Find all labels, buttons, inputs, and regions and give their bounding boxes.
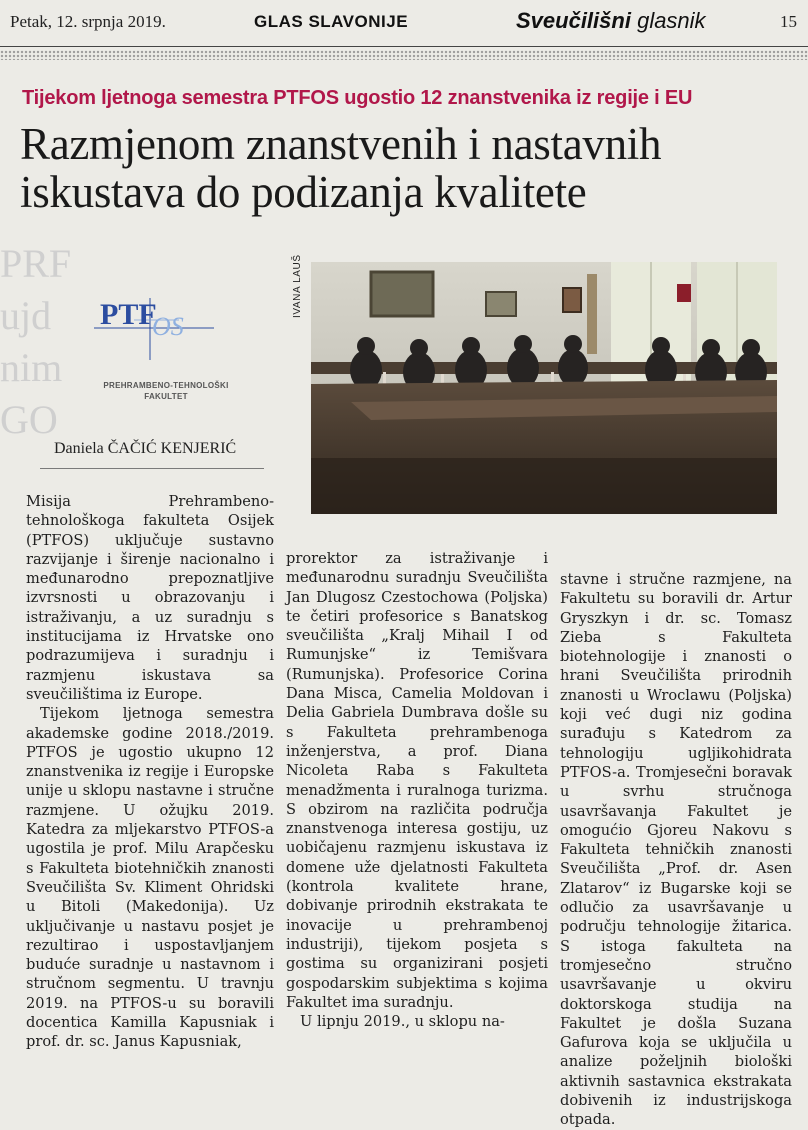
paragraph: U lipnju 2019., u sklopu na- (300, 1013, 505, 1031)
article-column-1 (26, 492, 274, 1052)
article-headline: Razmjenom znanstvenih i nastavnih iskustava do podizanja kvalitete (20, 119, 662, 217)
article-column-3 (560, 570, 792, 1130)
logo-subtitle-line1: PREHRAMBENO-TEHNOLOŠKI (103, 381, 229, 390)
article-photo (311, 262, 777, 514)
masthead (0, 0, 808, 47)
article-kicker: Tijekom ljetnoga semestra PTFOS ugostio 12 znanstvenika iz regije i EU (22, 87, 693, 109)
paragraph: stavne i stručne razmjene, na Fakultetu su boravili dr. Artur Gryszkyn i dr. sc. Tomasz Zieba s Fakulteta biotehnologije i znanosti o hrani Sveučilišta prirodnih znanosti u Wroclawu (Poljska) koji već dugi niz godina surađuju s Katedrom za tehnologiju ugljikohidrata PTFOS-a. Tromjesečni boravak u svrhu stručnoga usavršavanja Fakultet je omogućio Gjoreu Nakovu s Fakulteta tehničkih znanosti Sveučilišta „Prof. dr. Asen Zlatarov“ iz Bugarske koji se odlučio za usavršavanje u području tehnologije žitarica. S istoga fakulteta na tromjesečno stručno usavršavanje u okviru doktorskoga studija na Fakultet je došla Suzana Gafurova koja se uključila u analize poželjnih biološki aktivnih sastavnica ekstrakata dobivenih iz industrijskoga otpada. (560, 571, 792, 1129)
paragraph: Tijekom ljetnoga semestra akademske godine 2018./2019. PTFOS je ugostio ukupno 12 znanstvenika iz regije i Europske unije u sklopu nastavne i stručne razmjene. U ožujku 2019. Katedra za mljekarstvo PTFOS-a ugostila je prof. Milu Arapčesku s Fakulteta biotehničkih znanosti Sveučilišta Sv. Kliment Ohridski u Bitoli (Makedonija). Uz uključivanje u nastavu posjet je rezultirao i uspostavljanjem buduće suradnje u nastavnom i stručnom segmentu. U travnju 2019. na PTFOS-u su boravili docentica Kamilla Kapusniak i prof. dr. sc. Janus Kapusniak, (26, 705, 274, 1051)
newspaper-name: GLAS SLAVONIJE (254, 12, 409, 31)
article-column-2 (286, 549, 548, 1031)
page-number: 15 (780, 12, 797, 31)
section-name-italic: glasnik (637, 8, 706, 33)
paragraph: Misija Prehrambeno-tehnološkoga fakulteta Osijek (PTFOS) uključuje sustavno razvijanje i širenje nacionalno i međunarodno prepoznatljive izvrsnosti u obrazovanju i istraživanju, a uz suradnju s institucijama iz Hrvatske ono podrazumijeva i suradnju i razmjenu iskustava sa sveučilištima iz Europe. (26, 493, 274, 703)
logo-letters: PTF (100, 298, 157, 331)
issue-date: Petak, 12. srpnja 2019. (10, 12, 166, 31)
section-name-bold: Sveučilišni (516, 8, 631, 33)
paragraph: prorektor za istraživanje i međunarodnu suradnju Sveučilišta Jan Dlugosz Czestochowa (Poljska) te četiri profesorice s Banatskog sveučilišta „Kralj Mihail I od Rumunjske“ iz Temišvara (Rumunjska). Profesorice Corina Dana Misca, Camelia Moldovan i Delia Gabriela Dumbrava došle su s Fakulteta prehrambenoga inženjerstva, a prof. Diana Nicoleta Raba s Fakulteta menadžmenta i ruralnoga turizma. S obzirom na različita područja znanstvenoga interesa gostiju, uz uobičajenu razmjenu iskustava iz domene uže djelatnosti Fakulteta (kontrola kvalitete hrane, dobivanje prirodnih ekstrakata te inovacije u prehrambenoj industriji), tijekom posjeta s gostima su organizirani posjeti gospodarskim subjektima s kojima Fakultet ima suradnju. (286, 550, 548, 1011)
photo-credit: IVANA LAUŠ (292, 254, 303, 318)
adjacent-page-bleed: PRF ujd nim GO (0, 241, 72, 442)
logo-subtitle-line2: FAKULTET (144, 392, 188, 401)
section-name (516, 8, 706, 34)
article-byline: Daniela ČAČIĆ KENJERIĆ (54, 440, 237, 457)
dotted-divider (0, 50, 808, 60)
byline-rule (40, 468, 264, 469)
svg-text:OS: OS (152, 312, 184, 341)
